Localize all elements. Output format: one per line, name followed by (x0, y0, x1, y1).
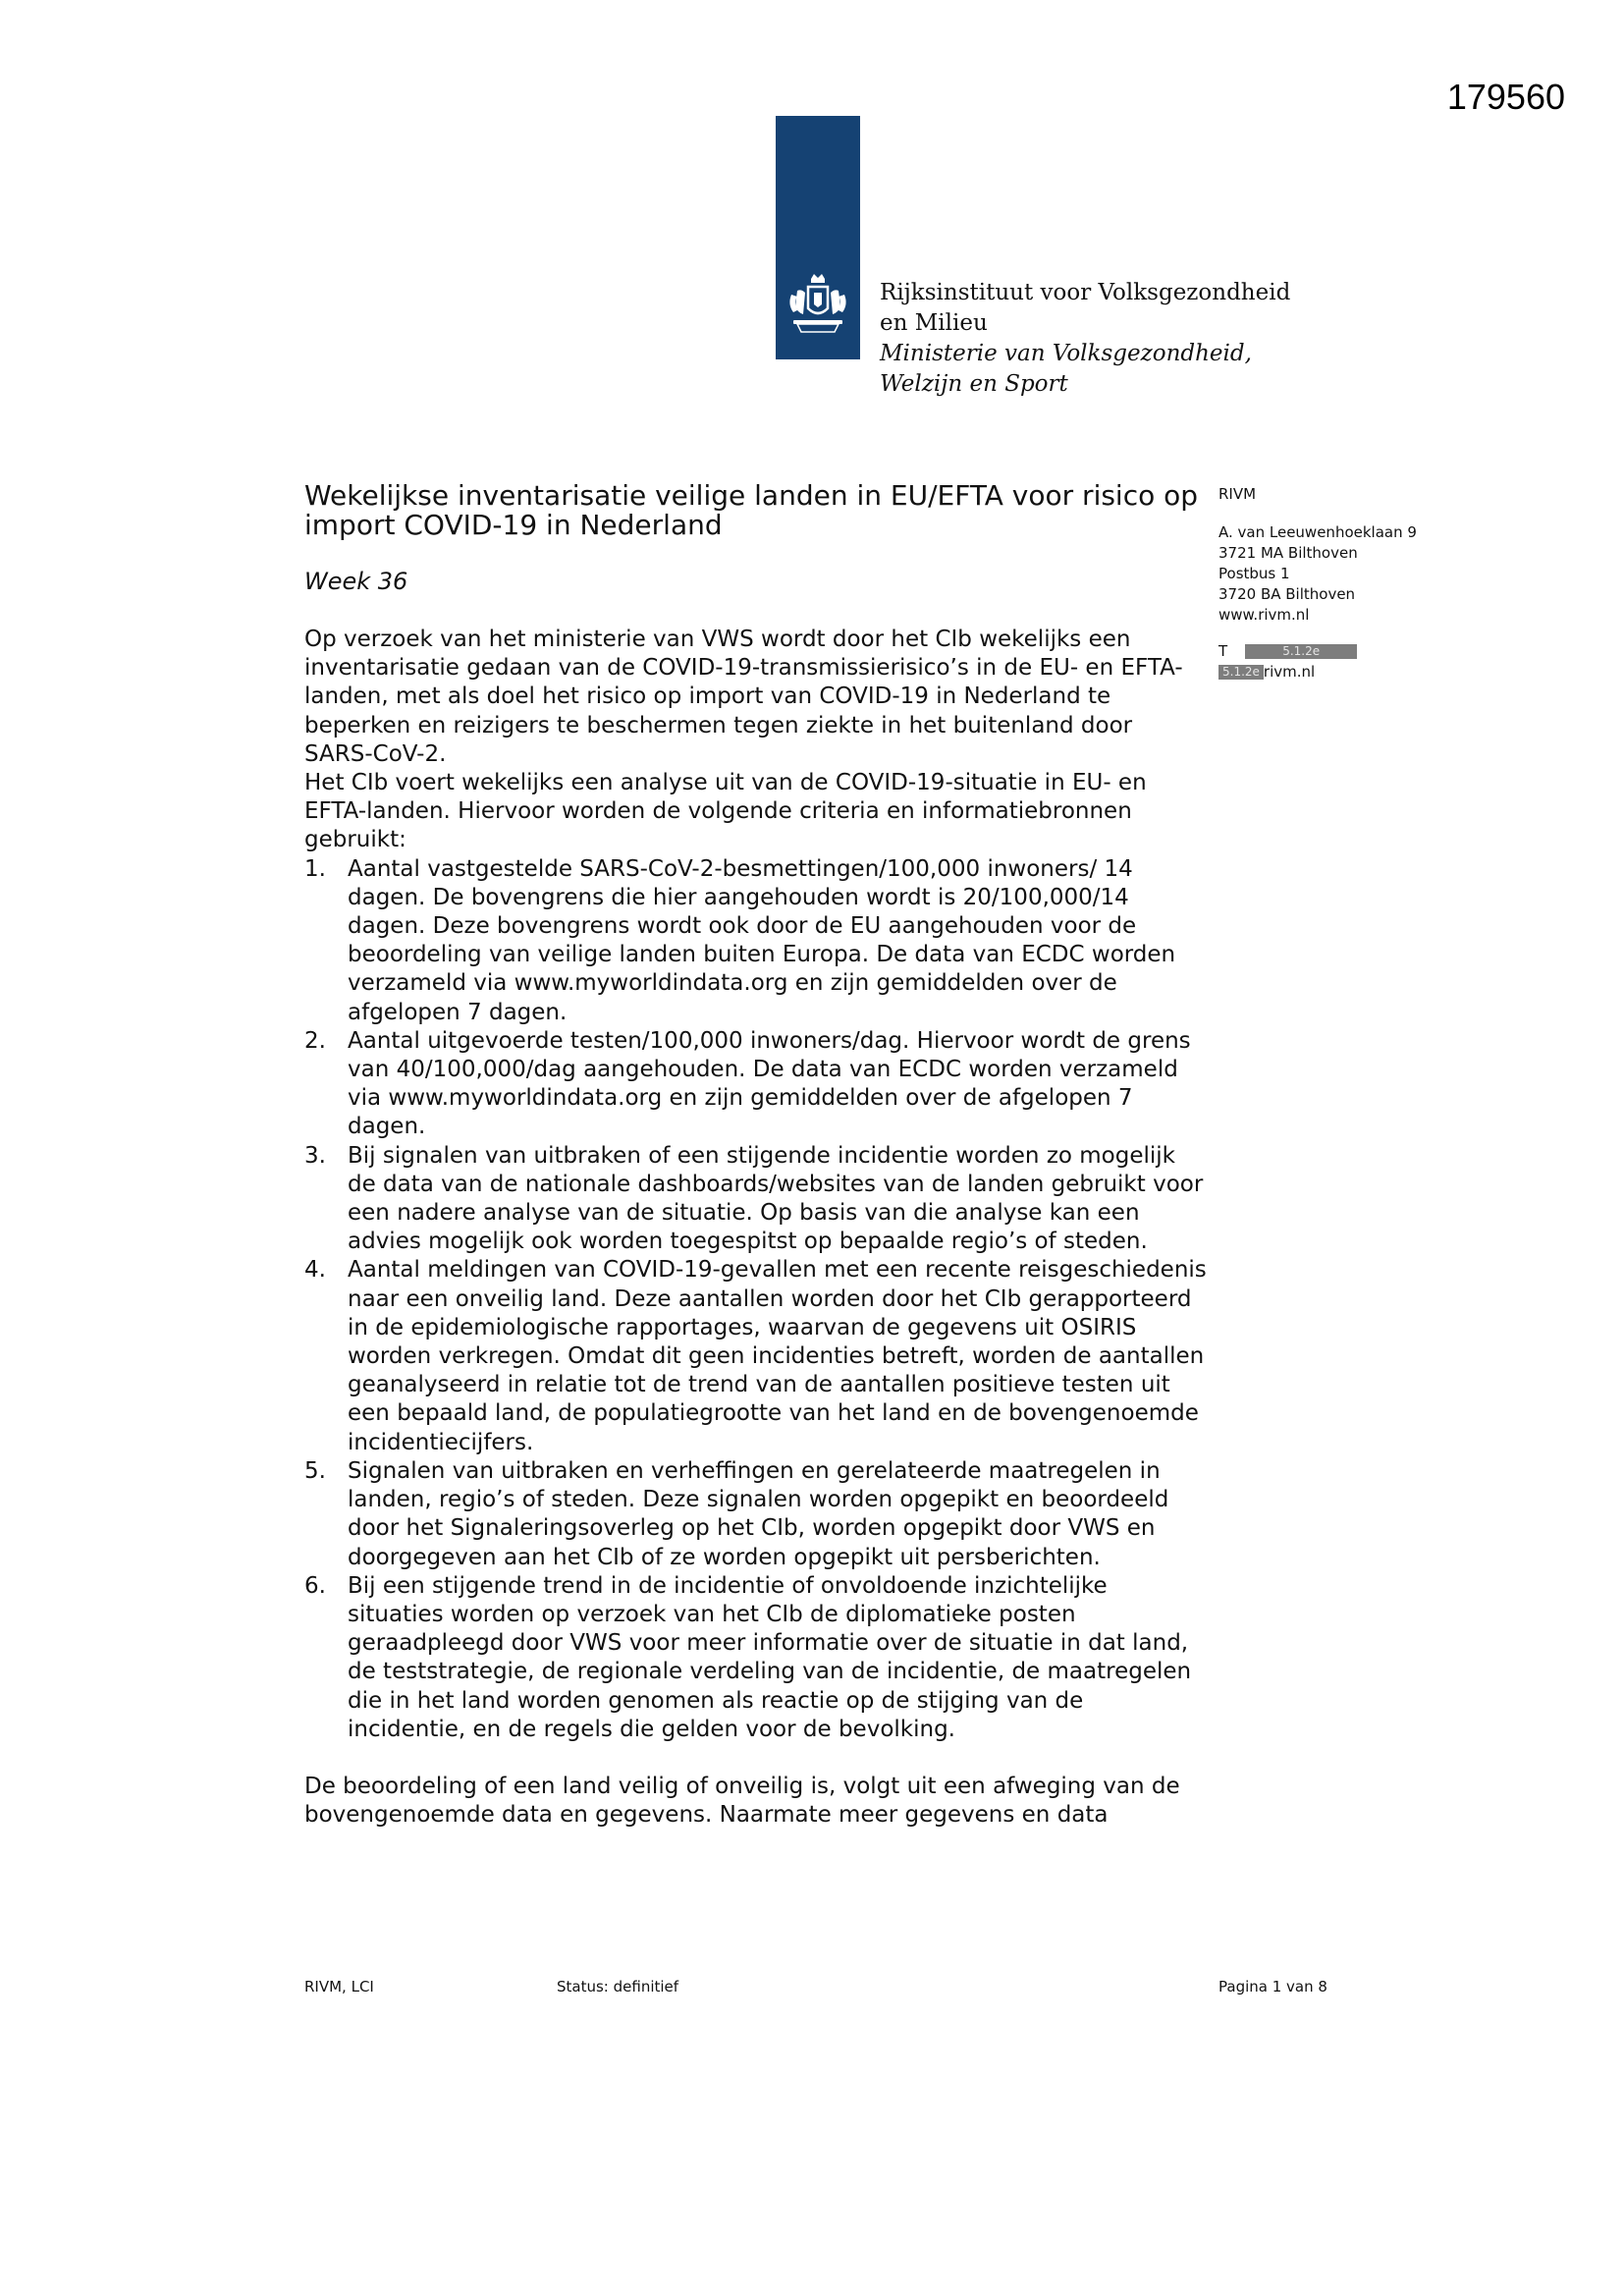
list-item (304, 1256, 1208, 1456)
list-text: Aantal uitgevoerde testen/100,000 inwoners/dag. Hiervoor wordt de grens van 40/100,000/dag aangehouden. De data van ECDC worden verzameld via www.myworldindata.org en zijn gemiddelden over de afgelopen 7 dagen. (348, 1027, 1191, 1140)
list-item (304, 855, 1208, 1027)
list-number: 3. (304, 1142, 326, 1169)
footer-status: Status: definitief (557, 1978, 679, 1995)
phone-line (1218, 641, 1454, 662)
phone-redaction: 5.1.2e (1245, 644, 1357, 659)
analysis-paragraph: Het CIb voert wekelijks een analyse uit van de COVID-19-situatie in EU- en EFTA-landen. Hiervoor worden de volgende criteria en informatiebronnen gebruikt: (304, 770, 1147, 853)
list-item (304, 1027, 1208, 1142)
organisation-block (880, 278, 1290, 400)
list-text: Signalen van uitbraken en verheffingen en gerelateerde maatregelen in landen, regio’s of steden. Deze signalen worden opgepikt en beoordeeld door het Signaleringsoverleg op het CIb, worden opgepikt door VWS en doorgegeven aan het CIb of ze worden opgepikt uit persberichten. (348, 1457, 1169, 1570)
footer-left: RIVM, LCI (304, 1978, 374, 1995)
intro-paragraph: Op verzoek van het ministerie van VWS wordt door het CIb wekelijks een inventarisatie gedaan van de COVID-19-transmissierisico’s in de EU- en EFTA-landen, met als doel het risico op import van COVID-19 in Nederland te beperken en reizigers te beschermen tegen ziekte in het buitenland door SARS-CoV-2. (304, 627, 1183, 767)
list-number: 5. (304, 1457, 326, 1484)
address-line: 3721 MA Bilthoven (1218, 544, 1358, 562)
document-title: Wekelijkse inventarisatie veilige landen in EU/EFTA voor risico op import COVID-19 in Nederland (304, 479, 1199, 541)
sidebar-address (1218, 484, 1454, 683)
week-label: Week 36 (304, 568, 408, 595)
list-text: Aantal meldingen van COVID-19-gevallen met een recente reisgeschiedenis naar een onveilig land. Deze aantallen worden door het CIb gerapporteerd in de epidemiologische rapportages, waarvan de gegevens uit OSIRIS worden verkregen. Omdat dit geen incidenties betreft, worden de aantallen geanalyseerd in relatie tot de trend van de aantallen positieve testen uit een bepaald land, de populatiegrootte van het land en de bovengenoemde incidentiecijfers. (348, 1257, 1207, 1455)
email-line (1218, 662, 1454, 683)
footer-page-number: Pagina 1 van 8 (1218, 1978, 1327, 1995)
royal-crest-icon (784, 273, 852, 342)
website-link[interactable]: www.rivm.nl (1218, 606, 1310, 624)
list-text: Bij een stijgende trend in de incidentie of onvoldoende inzichtelijke situaties worden op verzoek van het CIb de diplomatieke posten geraadpleegd door VWS voor meer informatie over de situatie in dat land, de teststrategie, de regionale verdeling van de incidentie, de maatregelen die in het land worden genomen als reactie op de stijging van de incidentie, en de regels die gelden voor de bevolking. (348, 1572, 1192, 1742)
address-line: 3720 BA Bilthoven (1218, 585, 1356, 603)
criteria-list (304, 855, 1208, 1744)
org-name-line2: en Milieu (880, 310, 988, 336)
email-suffix: rivm.nl (1263, 663, 1316, 681)
phone-label: T (1218, 642, 1228, 660)
list-number: 4. (304, 1257, 326, 1284)
conclusion-paragraph: De beoordeling of een land veilig of onveilig is, volgt uit een afweging van de bovengenoemde data en gegevens. Naarmate meer gegevens en data (304, 1773, 1180, 1829)
list-item (304, 1572, 1208, 1744)
address-line: Postbus 1 (1218, 565, 1290, 582)
list-text: Bij signalen van uitbraken of een stijgende incidentie worden zo mogelijk de data van de nationale dashboards/websites van de landen gebruikt voor een nadere analyse van de situatie. Op basis van die analyse kan een advies mogelijk ook worden toegespitst op bepaalde regio’s of steden. (348, 1142, 1204, 1255)
list-text: Aantal vastgestelde SARS-CoV-2-besmettingen/100,000 inwoners/ 14 dagen. De bovengrens die hier aangehouden wordt is 20/100,000/14 dagen. Deze bovengrens wordt ook door de EU aangehouden voor de beoordeling van veilige landen buiten Europa. De data van ECDC worden verzameld via www.myworldindata.org en zijn gemiddelden over de afgelopen 7 dagen. (348, 855, 1176, 1025)
list-number: 2. (304, 1027, 326, 1054)
document-number: 179560 (1446, 77, 1565, 117)
list-number: 6. (304, 1572, 326, 1599)
org-name-line1: Rijksinstituut voor Volksgezondheid (880, 280, 1291, 305)
sidebar-org: RIVM (1218, 485, 1257, 503)
ministry-line2: Welzijn en Sport (880, 371, 1068, 397)
email-redaction: 5.1.2e (1218, 665, 1264, 680)
list-number: 1. (304, 855, 326, 882)
list-item (304, 1142, 1208, 1257)
address-line: A. van Leeuwenhoeklaan 9 (1218, 523, 1417, 541)
list-item (304, 1457, 1208, 1572)
ministry-line1: Ministerie van Volksgezondheid, (880, 341, 1252, 366)
logo-bar (776, 116, 860, 359)
body-text (304, 626, 1208, 1830)
